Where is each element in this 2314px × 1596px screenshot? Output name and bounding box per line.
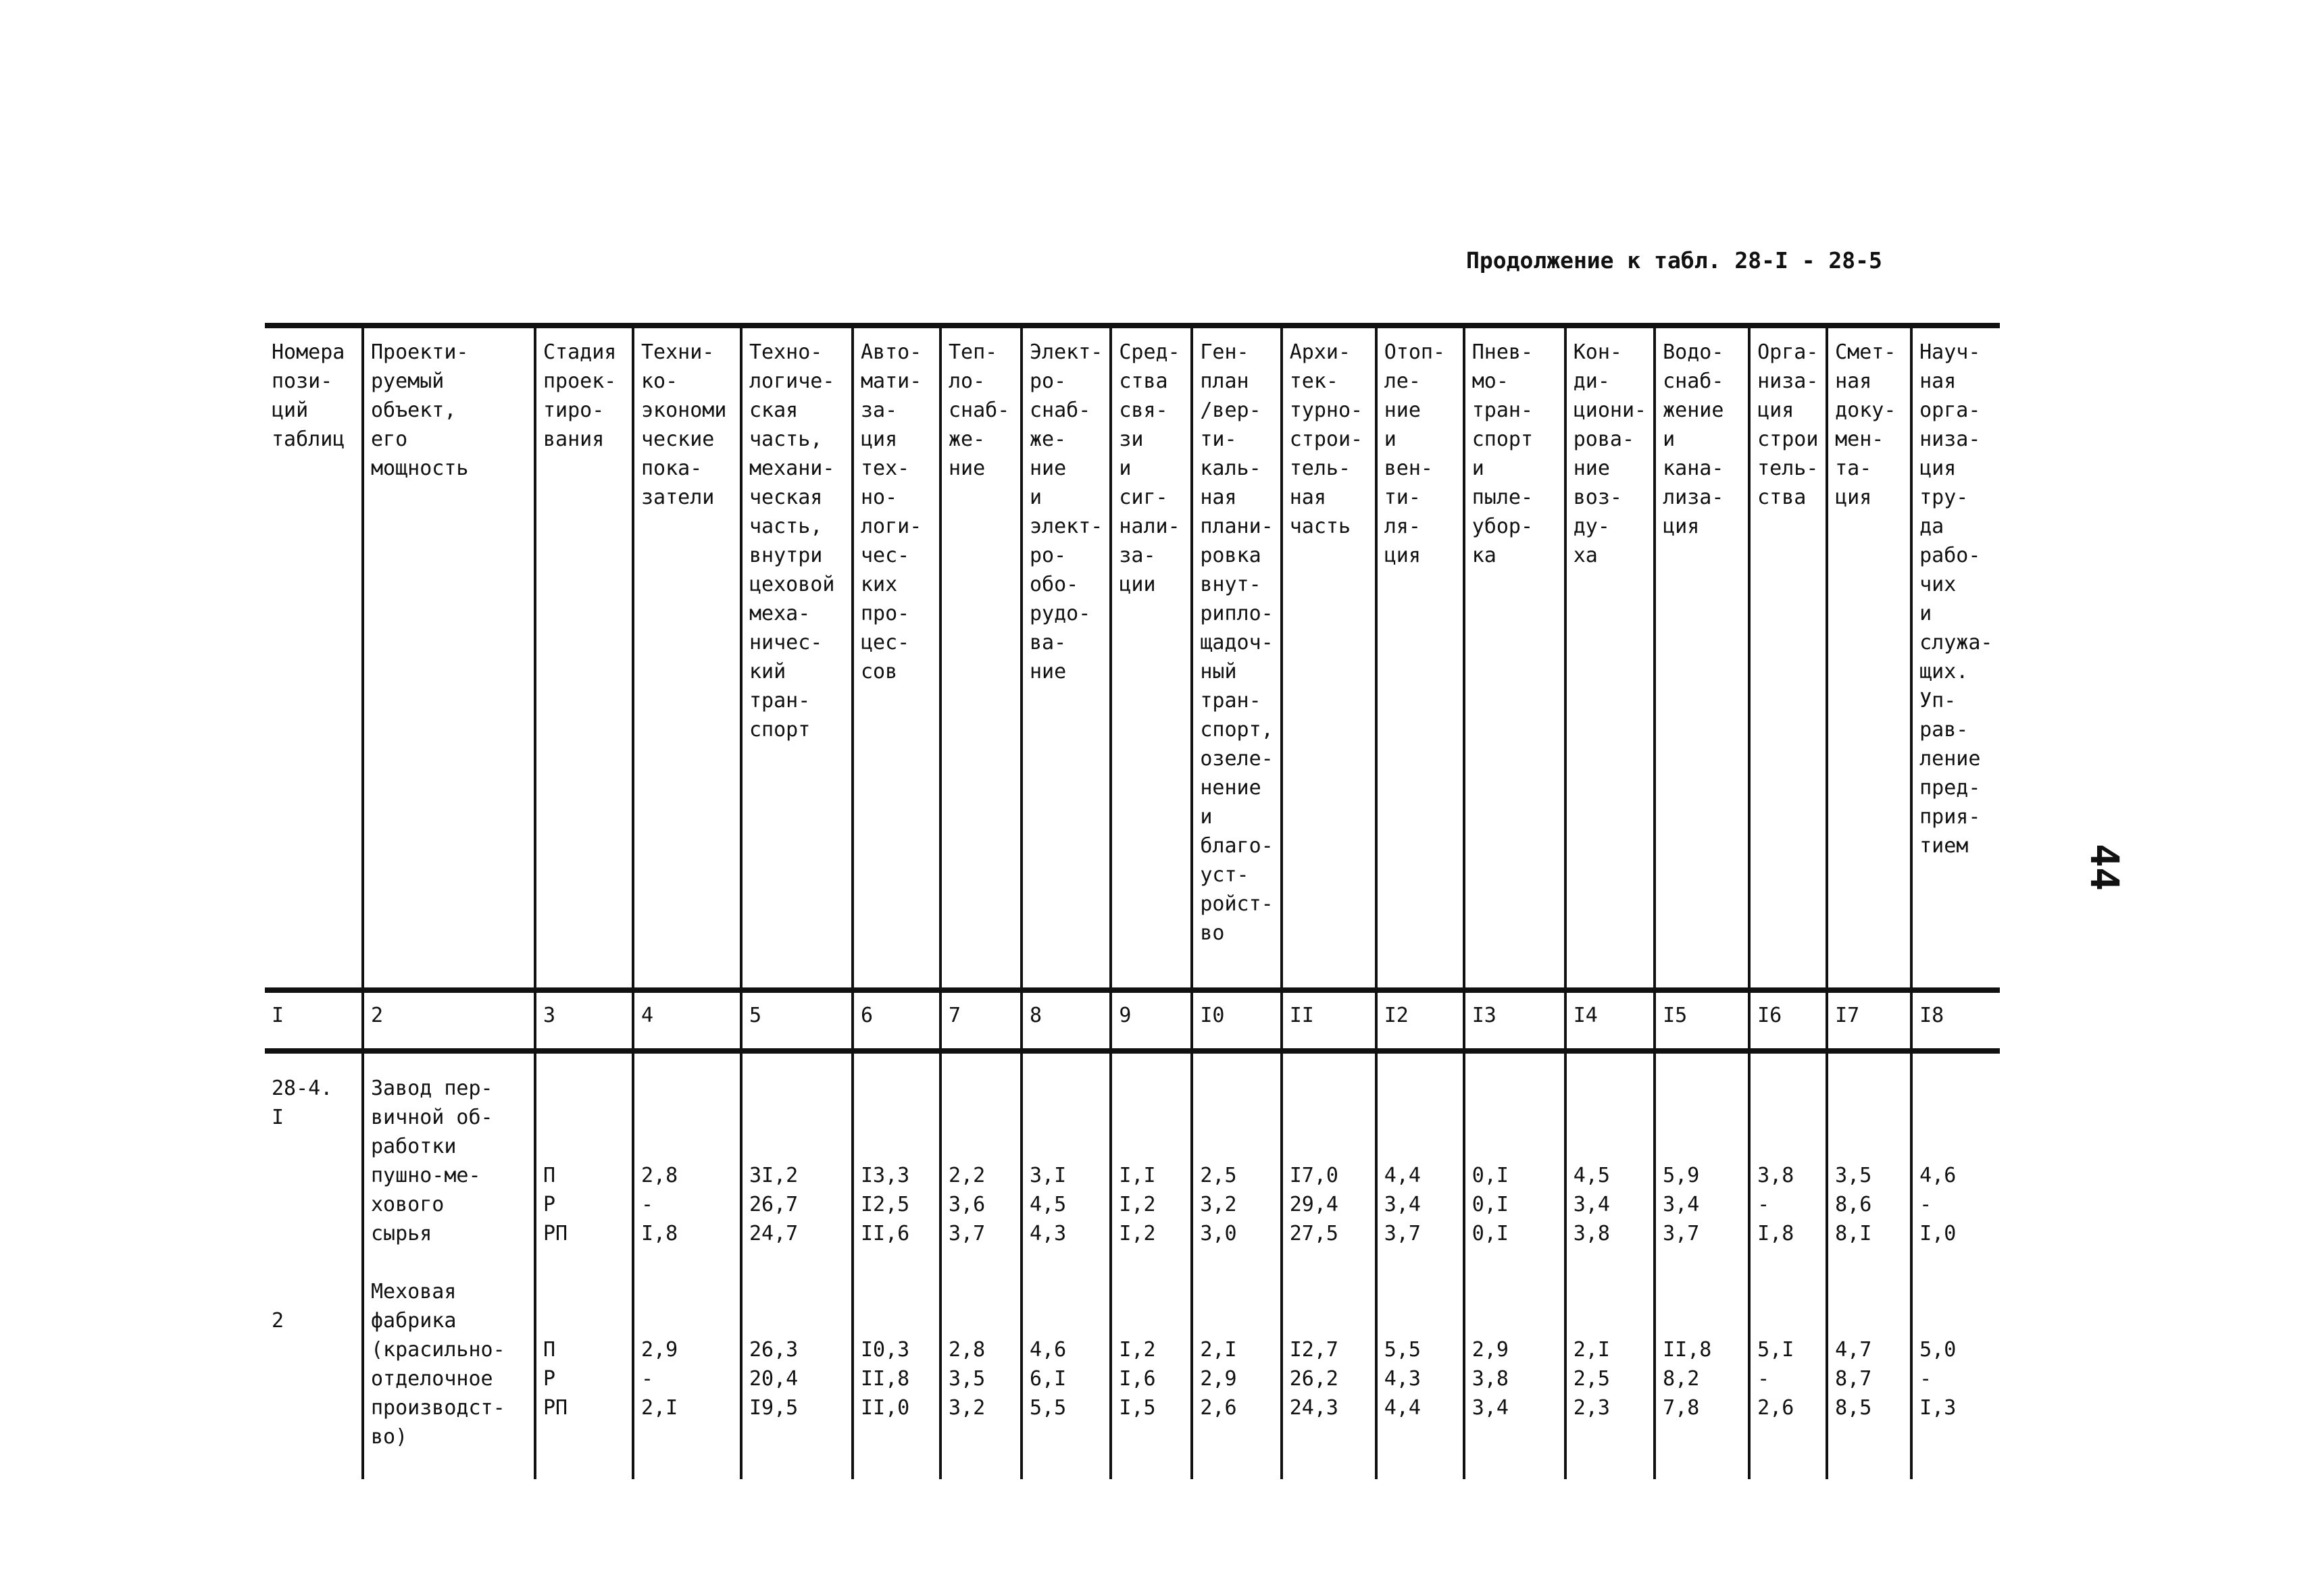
body-cell: 3,I 4,5 4,3 4,6 6,I 5,5 xyxy=(1022,1051,1111,1479)
body-cell: 5,9 3,4 3,7 II,8 8,2 7,8 xyxy=(1655,1051,1749,1479)
body-cell: 4,5 3,4 3,8 2,I 2,5 2,3 xyxy=(1565,1051,1655,1479)
body-cell: 2,5 3,2 3,0 2,I 2,9 2,6 xyxy=(1192,1051,1281,1479)
body-cell: 3,5 8,6 8,I 4,7 8,7 8,5 xyxy=(1827,1051,1911,1479)
header-cell: Архи- тек- турно- строи- тель- ная часть xyxy=(1282,326,1376,990)
body-cell: 2,2 3,6 3,7 2,8 3,5 3,2 xyxy=(940,1051,1022,1479)
header-cell: Техно- логиче- ская часть, механи- ческая часть, внутри цеховой меха- ничес- кий тран- спорт xyxy=(741,326,853,990)
header-cell: Техни- ко- экономи ческие пока- затели xyxy=(633,326,741,990)
column-number: I4 xyxy=(1565,990,1655,1051)
body-cell: I,I I,2 I,2 I,2 I,6 I,5 xyxy=(1111,1051,1192,1479)
header-cell: Науч- ная орга- низа- ция тру- да рабо- чих и служа- щих. Уп- рав- ление пред- прия- тием xyxy=(1911,326,1999,990)
header-cell: Элект- ро- снаб- же- ние и элект- ро- обо- рудо- ва- ние xyxy=(1022,326,1111,990)
body-cell: 4,6 - I,0 5,0 - I,3 xyxy=(1911,1051,1999,1479)
header-cell: Отоп- ле- ние и вен- ти- ля- ция xyxy=(1376,326,1464,990)
column-number: 2 xyxy=(363,990,535,1051)
column-number: 4 xyxy=(633,990,741,1051)
header-cell: Авто- мати- за- ция тех- но- логи- чес- ких про- цес- сов xyxy=(853,326,940,990)
column-number: 6 xyxy=(853,990,940,1051)
header-cell: Проекти- руемый объект, его мощность xyxy=(363,326,535,990)
body-cell: П Р РП П Р РП xyxy=(535,1051,633,1479)
column-number: I2 xyxy=(1376,990,1464,1051)
column-number: I5 xyxy=(1655,990,1749,1051)
header-cell: Ген- план /вер- ти- каль- ная плани- ровка внут- рипло- щадоч- ный тран- спорт, озеле- нение и благо- уст- ройст- во xyxy=(1192,326,1281,990)
header-cell: Номера пози- ций таблиц xyxy=(265,326,363,990)
header-row xyxy=(265,326,2000,990)
column-number: 5 xyxy=(741,990,853,1051)
body-cell: 4,4 3,4 3,7 5,5 4,3 4,4 xyxy=(1376,1051,1464,1479)
header-cell: Кон- ди- циони- рова- ние воз- ду- ха xyxy=(1565,326,1655,990)
header-cell: Сред- ства свя- зи и сиг- нали- за- ции xyxy=(1111,326,1192,990)
header-cell: Теп- ло- снаб- же- ние xyxy=(940,326,1022,990)
column-number: 9 xyxy=(1111,990,1192,1051)
column-number: I8 xyxy=(1911,990,1999,1051)
body-cell: I7,0 29,4 27,5 I2,7 26,2 24,3 xyxy=(1282,1051,1376,1479)
header-cell: Пнев- мо- тран- спорт и пыле- убор- ка xyxy=(1464,326,1565,990)
column-number: II xyxy=(1282,990,1376,1051)
column-number: 3 xyxy=(535,990,633,1051)
column-number: I0 xyxy=(1192,990,1281,1051)
page-number: 44 xyxy=(2081,844,2128,891)
header-cell: Смет- ная доку- мен- та- ция xyxy=(1827,326,1911,990)
body-cell: Завод пер- вичной об- работки пушно-ме- хового сырья Меховая фабрика (красильно- отделочное производст- во) xyxy=(363,1051,535,1479)
column-number: 7 xyxy=(940,990,1022,1051)
body-cell: 0,I 0,I 0,I 2,9 3,8 3,4 xyxy=(1464,1051,1565,1479)
column-number: I7 xyxy=(1827,990,1911,1051)
body-cell: 2,8 - I,8 2,9 - 2,I xyxy=(633,1051,741,1479)
table-caption: Продолжение к табл. 28-I - 28-5 xyxy=(1466,247,1882,274)
column-number: I6 xyxy=(1749,990,1827,1051)
header-cell: Стадия проек- тиро- вания xyxy=(535,326,633,990)
body-cell: 3,8 - I,8 5,I - 2,6 xyxy=(1749,1051,1827,1479)
body-cell: I3,3 I2,5 II,6 I0,3 II,8 II,0 xyxy=(853,1051,940,1479)
table-body-row xyxy=(265,1051,2000,1479)
body-cell: 28-4. I 2 xyxy=(272,1077,333,1333)
body-cell: 3I,2 26,7 24,7 26,3 20,4 I9,5 xyxy=(741,1051,853,1479)
header-cell: Орга- низа- ция строи тель- ства xyxy=(1749,326,1827,990)
column-number-row xyxy=(265,990,2000,1051)
column-number: I3 xyxy=(1464,990,1565,1051)
data-table xyxy=(265,323,2000,1479)
header-cell: Водо- снаб- жение и кана- лиза- ция xyxy=(1655,326,1749,990)
column-number: I xyxy=(265,990,363,1051)
column-number: 8 xyxy=(1022,990,1111,1051)
